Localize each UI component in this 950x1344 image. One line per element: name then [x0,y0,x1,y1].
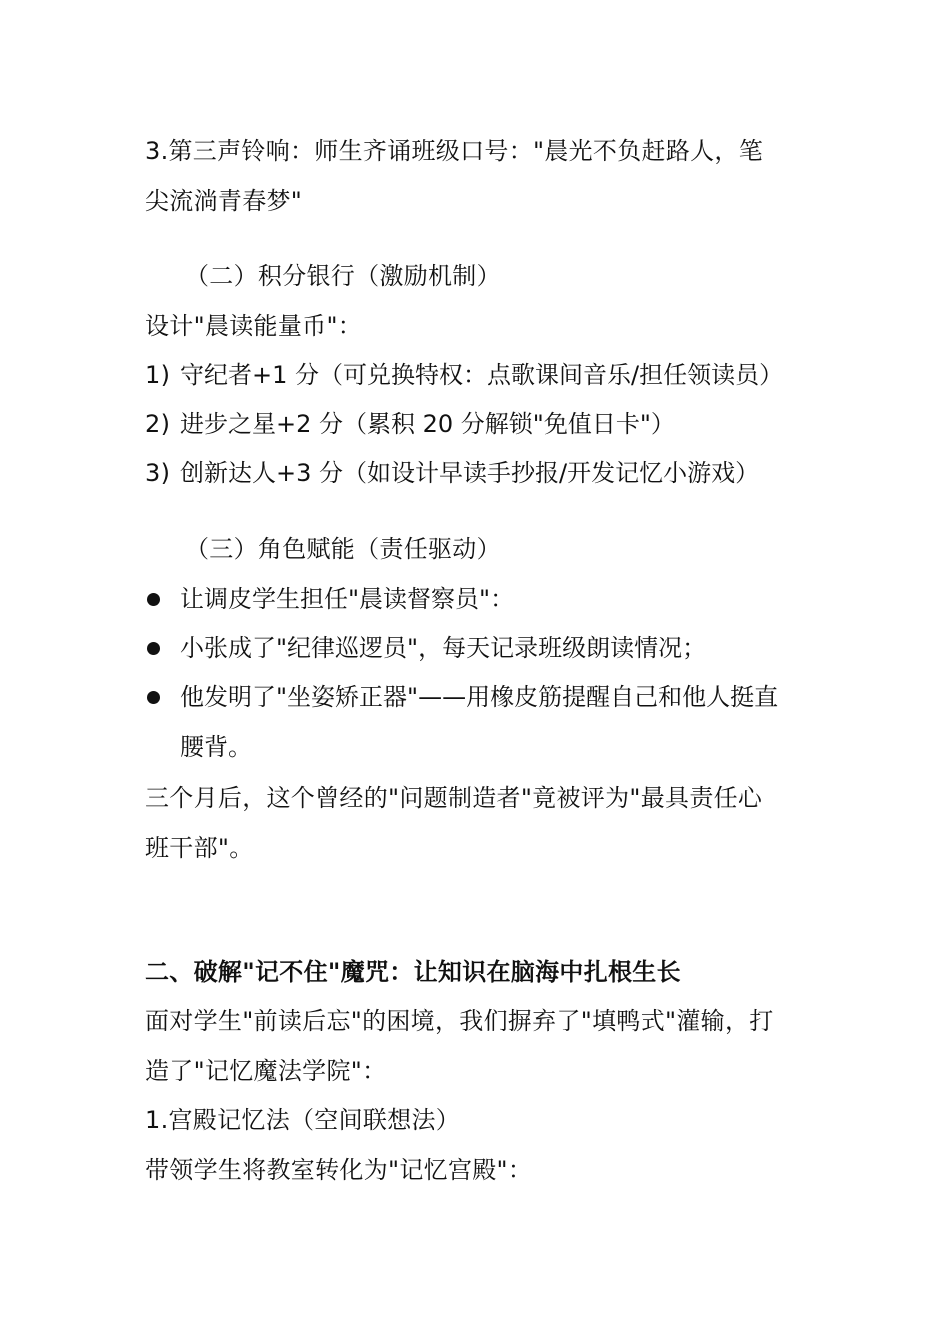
section-title: （三）角色赋能（责任驱动） [185,535,501,563]
paragraph-line: 设计"晨读能量币"： [145,312,363,340]
list-item-number: 1) [145,361,171,389]
paragraph-line: 3.第三声铃响：师生齐诵班级口号："晨光不负赶路人，笔 [145,137,764,165]
list-item: 他发明了"坐姿矫正器"——用橡皮筋提醒自己和他人挺直 [180,683,779,711]
bullet-icon [147,593,160,606]
section-title: （二）积分银行（激励机制） [185,262,501,290]
list-item: 进步之星+2 分（累积 20 分解锁"免值日卡"） [180,410,675,438]
list-item: 创新达人+3 分（如设计早读手抄报/开发记忆小游戏） [180,459,760,487]
heading: 二、破解"记不住"魔咒：让知识在脑海中扎根生长 [145,958,681,986]
paragraph-line: 三个月后，这个曾经的"问题制造者"竟被评为"最具责任心 [145,784,763,812]
bullet-icon [147,691,160,704]
list-item-number: 3) [145,459,171,487]
list-item-number: 2) [145,410,171,438]
paragraph-line: 班干部"。 [145,834,254,862]
list-item: 守纪者+1 分（可兑换特权：点歌课间音乐/担任领读员） [180,361,784,389]
list-item: 让调皮学生担任"晨读督察员"： [180,585,515,613]
paragraph-line: 带领学生将教室转化为"记忆宫殿"： [145,1156,533,1184]
bullet-icon [147,642,160,655]
subheading: 1.宫殿记忆法（空间联想法） [145,1106,461,1134]
paragraph-line: 造了"记忆魔法学院"： [145,1057,387,1085]
list-item: 小张成了"纪律巡逻员"，每天记录班级朗读情况； [180,634,707,662]
paragraph-line: 尖流淌青春梦" [145,187,303,215]
paragraph-line: 面对学生"前读后忘"的困境，我们摒弃了"填鸭式"灌输，打 [145,1007,774,1035]
list-item-continuation: 腰背。 [180,733,252,761]
